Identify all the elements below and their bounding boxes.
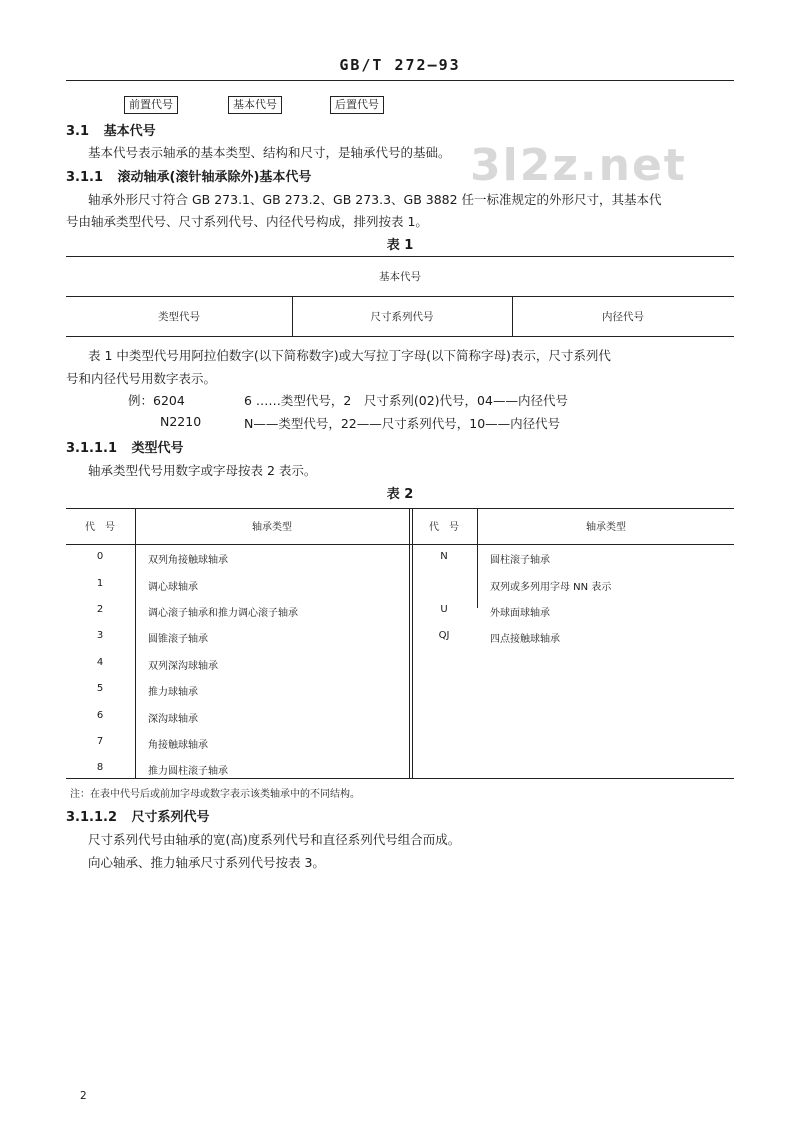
table-row-type: 推力球轴承 (148, 687, 198, 698)
page-number: 2 (80, 1090, 87, 1102)
table2-bottom-rule (66, 778, 734, 779)
example-1-label: 例：6204 (128, 393, 185, 408)
example-1-text: 6 ……类型代号，2 尺寸系列(02)代号，04——内径代号 (244, 393, 568, 408)
section-title: 基本代号 (103, 124, 156, 139)
table1-explanation-line2: 号和内径代号用数字表示。 (66, 371, 217, 386)
table2-top-rule (66, 508, 734, 509)
table-row-code: 6 (96, 710, 104, 721)
table1-mid-rule (66, 296, 734, 297)
table2-col-divider (135, 508, 136, 778)
table-row-code: N (440, 551, 448, 562)
section-title: 滚动轴承(滚针轴承除外)基本代号 (117, 170, 312, 185)
section-3-1-1-2-line2: 向心轴承、推力轴承尺寸系列代号按表 3。 (88, 855, 325, 870)
table1-col-size: 尺寸系列代号 (370, 311, 434, 323)
table-row-code: 1 (96, 578, 104, 589)
table1-bottom-rule (66, 336, 734, 337)
table-row-code: 8 (96, 762, 104, 773)
table-row-type: 双列深沟球轴承 (148, 661, 218, 672)
watermark: 3l2z.net (470, 140, 687, 191)
section-title: 尺寸系列代号 (131, 810, 210, 825)
table2-header-code: 代 号 (85, 522, 115, 533)
table-row-type: 推力圆柱滚子轴承 (148, 766, 228, 777)
suffix-code-box: 后置代号 (330, 96, 384, 114)
table2-header-type: 轴承类型 (252, 522, 292, 533)
table-row-code: 3 (96, 630, 104, 641)
section-3-1-1-2-heading (66, 806, 210, 825)
prefix-code-box: 前置代号 (124, 96, 178, 114)
section-3-1-heading (66, 120, 156, 139)
table-row-code: QJ (438, 630, 450, 641)
section-number: 3.1 (66, 124, 90, 139)
table2-note: 注：在表中代号后或前加字母或数字表示该类轴承中的不同结构。 (70, 789, 360, 800)
table2-col-divider (412, 508, 413, 778)
section-3-1-1-line1: 轴承外形尺寸符合 GB 273.1、GB 273.2、GB 273.3、GB 3882 任一标准规定的外形尺寸，其基本代 (88, 192, 662, 207)
table-row-type: 深沟球轴承 (148, 714, 198, 725)
table-row-type: 四点接触球轴承 (490, 634, 560, 645)
section-3-1-1-2-line1: 尺寸系列代号由轴承的宽(高)度系列代号和直径系列代号组合而成。 (88, 832, 461, 847)
table1-top-rule (66, 256, 734, 257)
section-3-1-text: 基本代号表示轴承的基本类型、结构和尺寸，是轴承代号的基础。 (88, 145, 451, 160)
table1-explanation-line1: 表 1 中类型代号用阿拉伯数字(以下简称数字)或大写拉丁字母(以下简称字母)表示，尺寸系列代 (88, 348, 611, 363)
table-row-code: U (440, 604, 448, 615)
table-row-code: 4 (96, 657, 104, 668)
table-row-type: 调心球轴承 (148, 582, 198, 593)
example-2-text: N——类型代号，22——尺寸系列代号，10——内径代号 (244, 416, 561, 431)
header-rule (66, 80, 734, 81)
table1-col-bore: 内径代号 (602, 311, 644, 323)
section-number: 3.1.1 (66, 170, 104, 185)
table-row-code: 2 (96, 604, 104, 615)
table-row-type: 圆柱滚子轴承 (490, 555, 550, 566)
table-row-type: 双列或多列用字母 NN 表示 (490, 582, 612, 593)
example-2-label: N2210 (160, 414, 202, 429)
basic-code-box: 基本代号 (228, 96, 282, 114)
table2-col-divider (409, 508, 410, 778)
table-row-code: 7 (96, 736, 104, 747)
table-row-type: 双列角接触球轴承 (148, 555, 228, 566)
table1-header: 基本代号 (379, 271, 421, 283)
section-3-1-1-1-text: 轴承类型代号用数字或字母按表 2 表示。 (88, 463, 317, 478)
table-row-code: 0 (96, 551, 104, 562)
section-3-1-1-line2: 号由轴承类型代号、尺寸系列代号、内径代号构成，排列按表 1。 (66, 214, 428, 229)
table2-caption: 表 2 (386, 487, 414, 502)
table2-header-type2: 轴承类型 (586, 522, 626, 533)
section-title: 类型代号 (131, 441, 184, 456)
table-row-code: 5 (96, 683, 104, 694)
standard-code-header: GB/T 272—93 (339, 56, 461, 74)
table1-caption: 表 1 (386, 238, 414, 253)
table-row-type: 外球面球轴承 (490, 608, 550, 619)
table1-col-type: 类型代号 (158, 311, 200, 323)
section-number: 3.1.1.1 (66, 441, 117, 456)
section-3-1-1-heading (66, 166, 311, 185)
table2-header-rule (66, 544, 734, 545)
table2-header-code2: 代 号 (429, 522, 459, 533)
table-row-type: 调心滚子轴承和推力调心滚子轴承 (148, 608, 298, 619)
section-3-1-1-1-heading (66, 437, 184, 456)
table-row-type: 圆锥滚子轴承 (148, 634, 208, 645)
table-row-type: 角接触球轴承 (148, 740, 208, 751)
section-number: 3.1.1.2 (66, 810, 117, 825)
table2-col-divider (477, 508, 478, 608)
